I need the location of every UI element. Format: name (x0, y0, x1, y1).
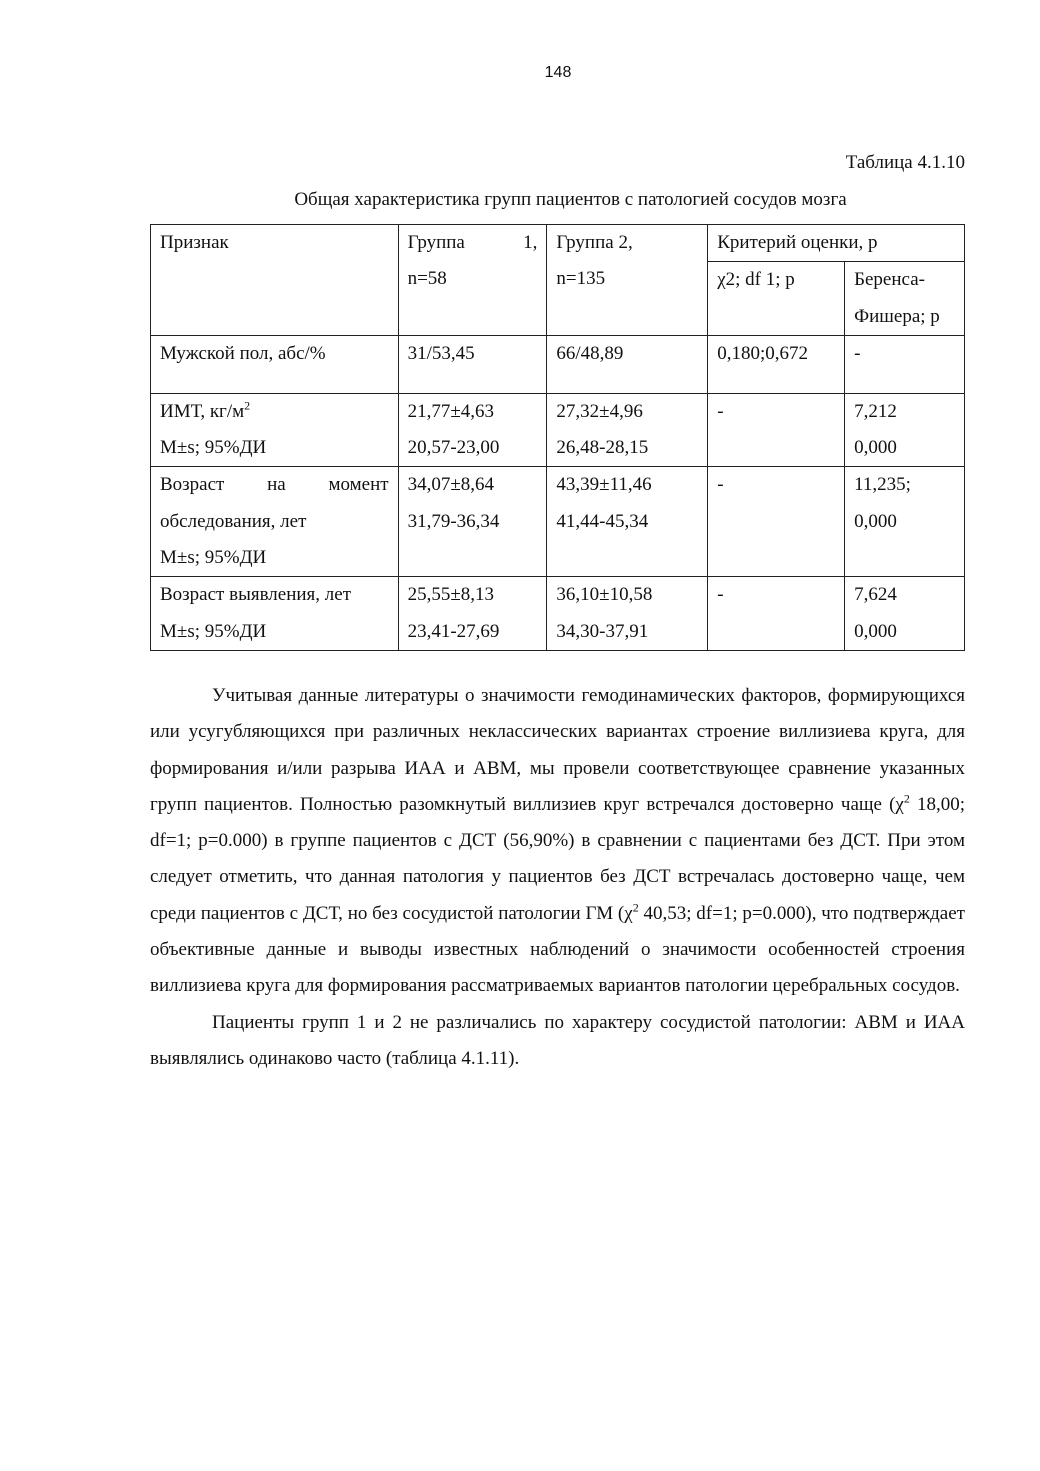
table-header-row (151, 225, 965, 262)
table-row (151, 577, 965, 651)
cell-feature: Мужской пол, абс/% (151, 335, 399, 393)
cell-fisher: 7,212 0,000 (845, 393, 965, 467)
cell-feature: Возраст на момент обследования, лет M±s; 95%ДИ (151, 467, 399, 577)
header-fisher: Беренса- Фишера; р (845, 262, 965, 336)
cell-chi: - (708, 467, 845, 577)
table-row (151, 335, 965, 393)
cell-group1: 25,55±8,13 23,41-27,69 (398, 577, 547, 651)
body-text (150, 678, 965, 1077)
cell-fisher: - (845, 335, 965, 393)
header-group2: Группа 2, n=135 (547, 225, 708, 336)
cell-feature: Возраст выявления, лет M±s; 95%ДИ (151, 577, 399, 651)
header-chi: χ2; df 1; p (708, 262, 845, 336)
cell-group2: 27,32±4,96 26,48-28,15 (547, 393, 708, 467)
cell-group2: 43,39±11,46 41,44-45,34 (547, 467, 708, 577)
cell-group2: 36,10±10,58 34,30-37,91 (547, 577, 708, 651)
cell-group2: 66/48,89 (547, 335, 708, 393)
header-feature: Признак (151, 225, 399, 336)
cell-fisher: 7,624 0,000 (845, 577, 965, 651)
header-group1: Группа 1, n=58 (398, 225, 547, 336)
cell-chi: - (708, 577, 845, 651)
cell-feature: ИМТ, $кг/м^2$ M±s; 95%ДИ (151, 393, 399, 467)
cell-chi: 0,180;0,672 (708, 335, 845, 393)
table-title: Общая характеристика групп пациентов с патологией сосудов мозга (294, 189, 847, 210)
table-row (151, 393, 965, 467)
paragraph: Учитывая данные литературы о значимости гемодинамических факторов, формирующихся или усугубляющихся при различных неклассических вариантах строение виллизиева круга, для формирования и/или разрыва ИАА и АВМ, мы провели соответствующее сравнение указанных групп пациентов. Полностью разомкнутый виллизиев круг встречался достоверно чаще ($\chi^2$ 18,00; df=1; p=0.000) в группе пациентов с ДСТ (56,90%) в сравнении с пациентами без ДСТ. При этом следует отметить, что данная патология у пациентов без ДСТ встречалась достоверно чаще, чем среди пациентов с ДСТ, но без сосудистой патологии ГМ ($\chi^2$ 40,53; df=1; p=0.000), что подтверждает объективные данные и выводы известных наблюдений о значимости особенностей строения виллизиева круга для формирования рассматриваемых вариантов патологии церебральных сосудов. (150, 685, 966, 997)
table-label: Таблица 4.1.10 (845, 152, 965, 173)
table-row (151, 467, 965, 577)
cell-group1: 34,07±8,64 31,79-36,34 (398, 467, 547, 577)
header-criterion: Критерий оценки, р (708, 225, 965, 262)
cell-chi: - (708, 393, 845, 467)
paragraph: Пациенты групп 1 и 2 не различались по характеру сосудистой патологии: АВМ и ИАА выявлялись одинаково часто (таблица 4.1.11). (150, 1011, 965, 1069)
cell-group1: 31/53,45 (398, 335, 547, 393)
cell-group1: 21,77±4,63 20,57-23,00 (398, 393, 547, 467)
cell-fisher: 11,235; 0,000 (845, 467, 965, 577)
page-number: 148 (544, 64, 572, 81)
characteristics-table (150, 224, 965, 651)
